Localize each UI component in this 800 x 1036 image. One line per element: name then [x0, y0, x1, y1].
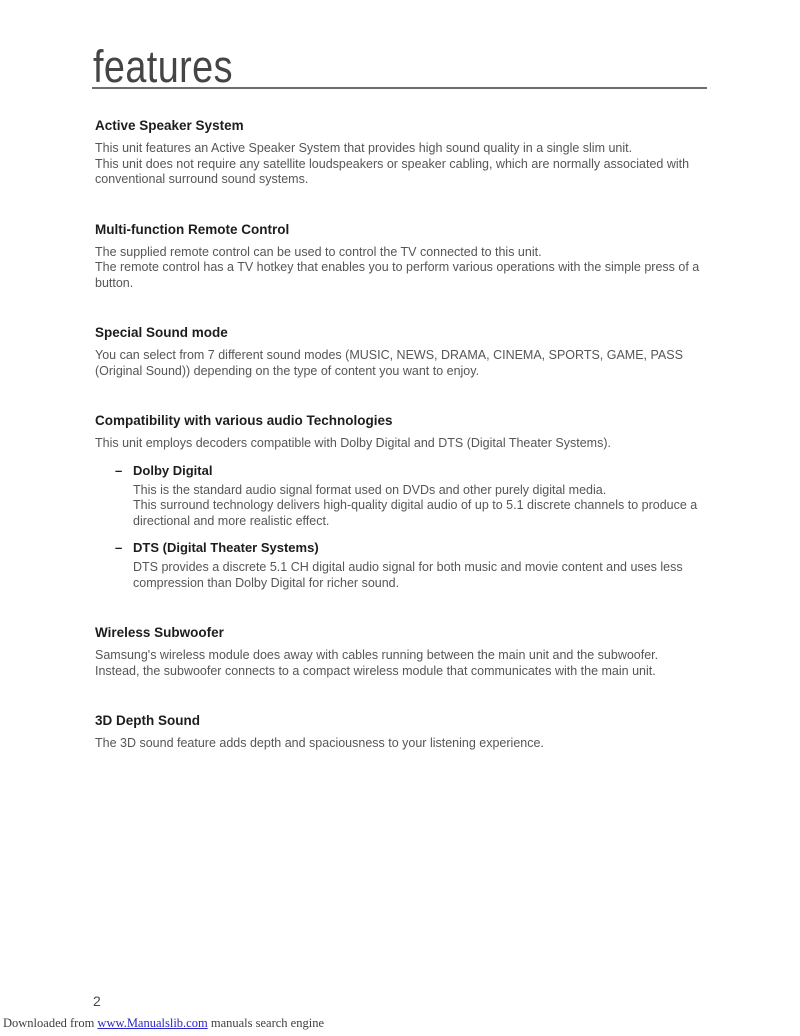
section: [95, 413, 707, 591]
subitem-paragraphs: [133, 483, 707, 530]
section: [95, 625, 707, 679]
paragraph: DTS provides a discrete 5.1 CH digital audio signal for both music and movie content and uses less compression than Dolby Digital for richer sound.: [133, 560, 683, 590]
section-heading: Wireless Subwoofer: [95, 625, 224, 640]
paragraph: This surround technology delivers high-quality digital audio of up to 5.1 discrete channels to produce a directional and more realistic effect.: [133, 498, 698, 528]
section-paragraphs: [95, 245, 707, 292]
dash-bullet: –: [115, 462, 123, 478]
section-subitems: [95, 463, 707, 592]
section-heading: Compatibility with various audio Technologies: [95, 413, 393, 428]
section-paragraphs: [95, 436, 707, 452]
section-heading: Multi-function Remote Control: [95, 221, 290, 237]
section: [95, 118, 707, 188]
section: [95, 325, 707, 379]
subitem-label: DTS (Digital Theater Systems): [133, 540, 319, 555]
paragraph: The 3D sound feature adds depth and spaciousness to your listening experience.: [95, 736, 544, 750]
paragraph: This unit does not require any satellite loudspeakers or speaker cabling, which are normally associated with conventional surround sound systems.: [95, 156, 690, 186]
section-heading: 3D Depth Sound: [95, 713, 200, 728]
sections: [95, 118, 707, 752]
section: [95, 713, 707, 752]
paragraph: This unit features an Active Speaker System that provides high sound quality in a single slim unit.: [95, 141, 633, 155]
paragraph: The remote control has a TV hotkey that enables you to perform various operations with the simple press of a button.: [95, 260, 700, 290]
section-paragraphs: [95, 736, 707, 752]
footer-prefix: Downloaded from: [3, 1016, 98, 1030]
page-title: features: [93, 41, 233, 92]
paragraph: Instead, the subwoofer connects to a compact wireless module that communicates with the main unit.: [95, 663, 656, 678]
page-content: [95, 0, 707, 752]
paragraph: Samsung's wireless module does away with cables running between the main unit and the subwoofer.: [95, 648, 659, 662]
section: [95, 222, 707, 292]
paragraph: This is the standard audio signal format used on DVDs and other purely digital media.: [133, 482, 607, 497]
subitem: [95, 463, 707, 530]
title-block: [92, 0, 707, 92]
section-paragraphs: [95, 648, 707, 679]
dash-bullet: –: [115, 540, 123, 555]
page-number: 2: [93, 993, 101, 1009]
section-paragraphs: [95, 141, 707, 188]
section-heading: Special Sound mode: [95, 325, 228, 340]
subitem: [95, 540, 707, 591]
subitem-label: Dolby Digital: [133, 462, 213, 478]
manualslib-link[interactable]: www.Manualslib.com: [97, 1016, 208, 1030]
footer-note: [3, 1016, 324, 1031]
section-paragraphs: [95, 348, 707, 379]
subitem-paragraphs: [133, 560, 707, 591]
section-heading: Active Speaker System: [95, 118, 244, 133]
footer-suffix: manuals search engine: [207, 1016, 324, 1030]
paragraph: This unit employs decoders compatible with Dolby Digital and DTS (Digital Theater Systems).: [95, 436, 611, 450]
paragraph: You can select from 7 different sound modes (MUSIC, NEWS, DRAMA, CINEMA, SPORTS, GAME, PASS (Original Sound)) depending on the type of content you want to enjoy.: [95, 348, 683, 378]
paragraph: The supplied remote control can be used to control the TV connected to this unit.: [95, 244, 542, 259]
